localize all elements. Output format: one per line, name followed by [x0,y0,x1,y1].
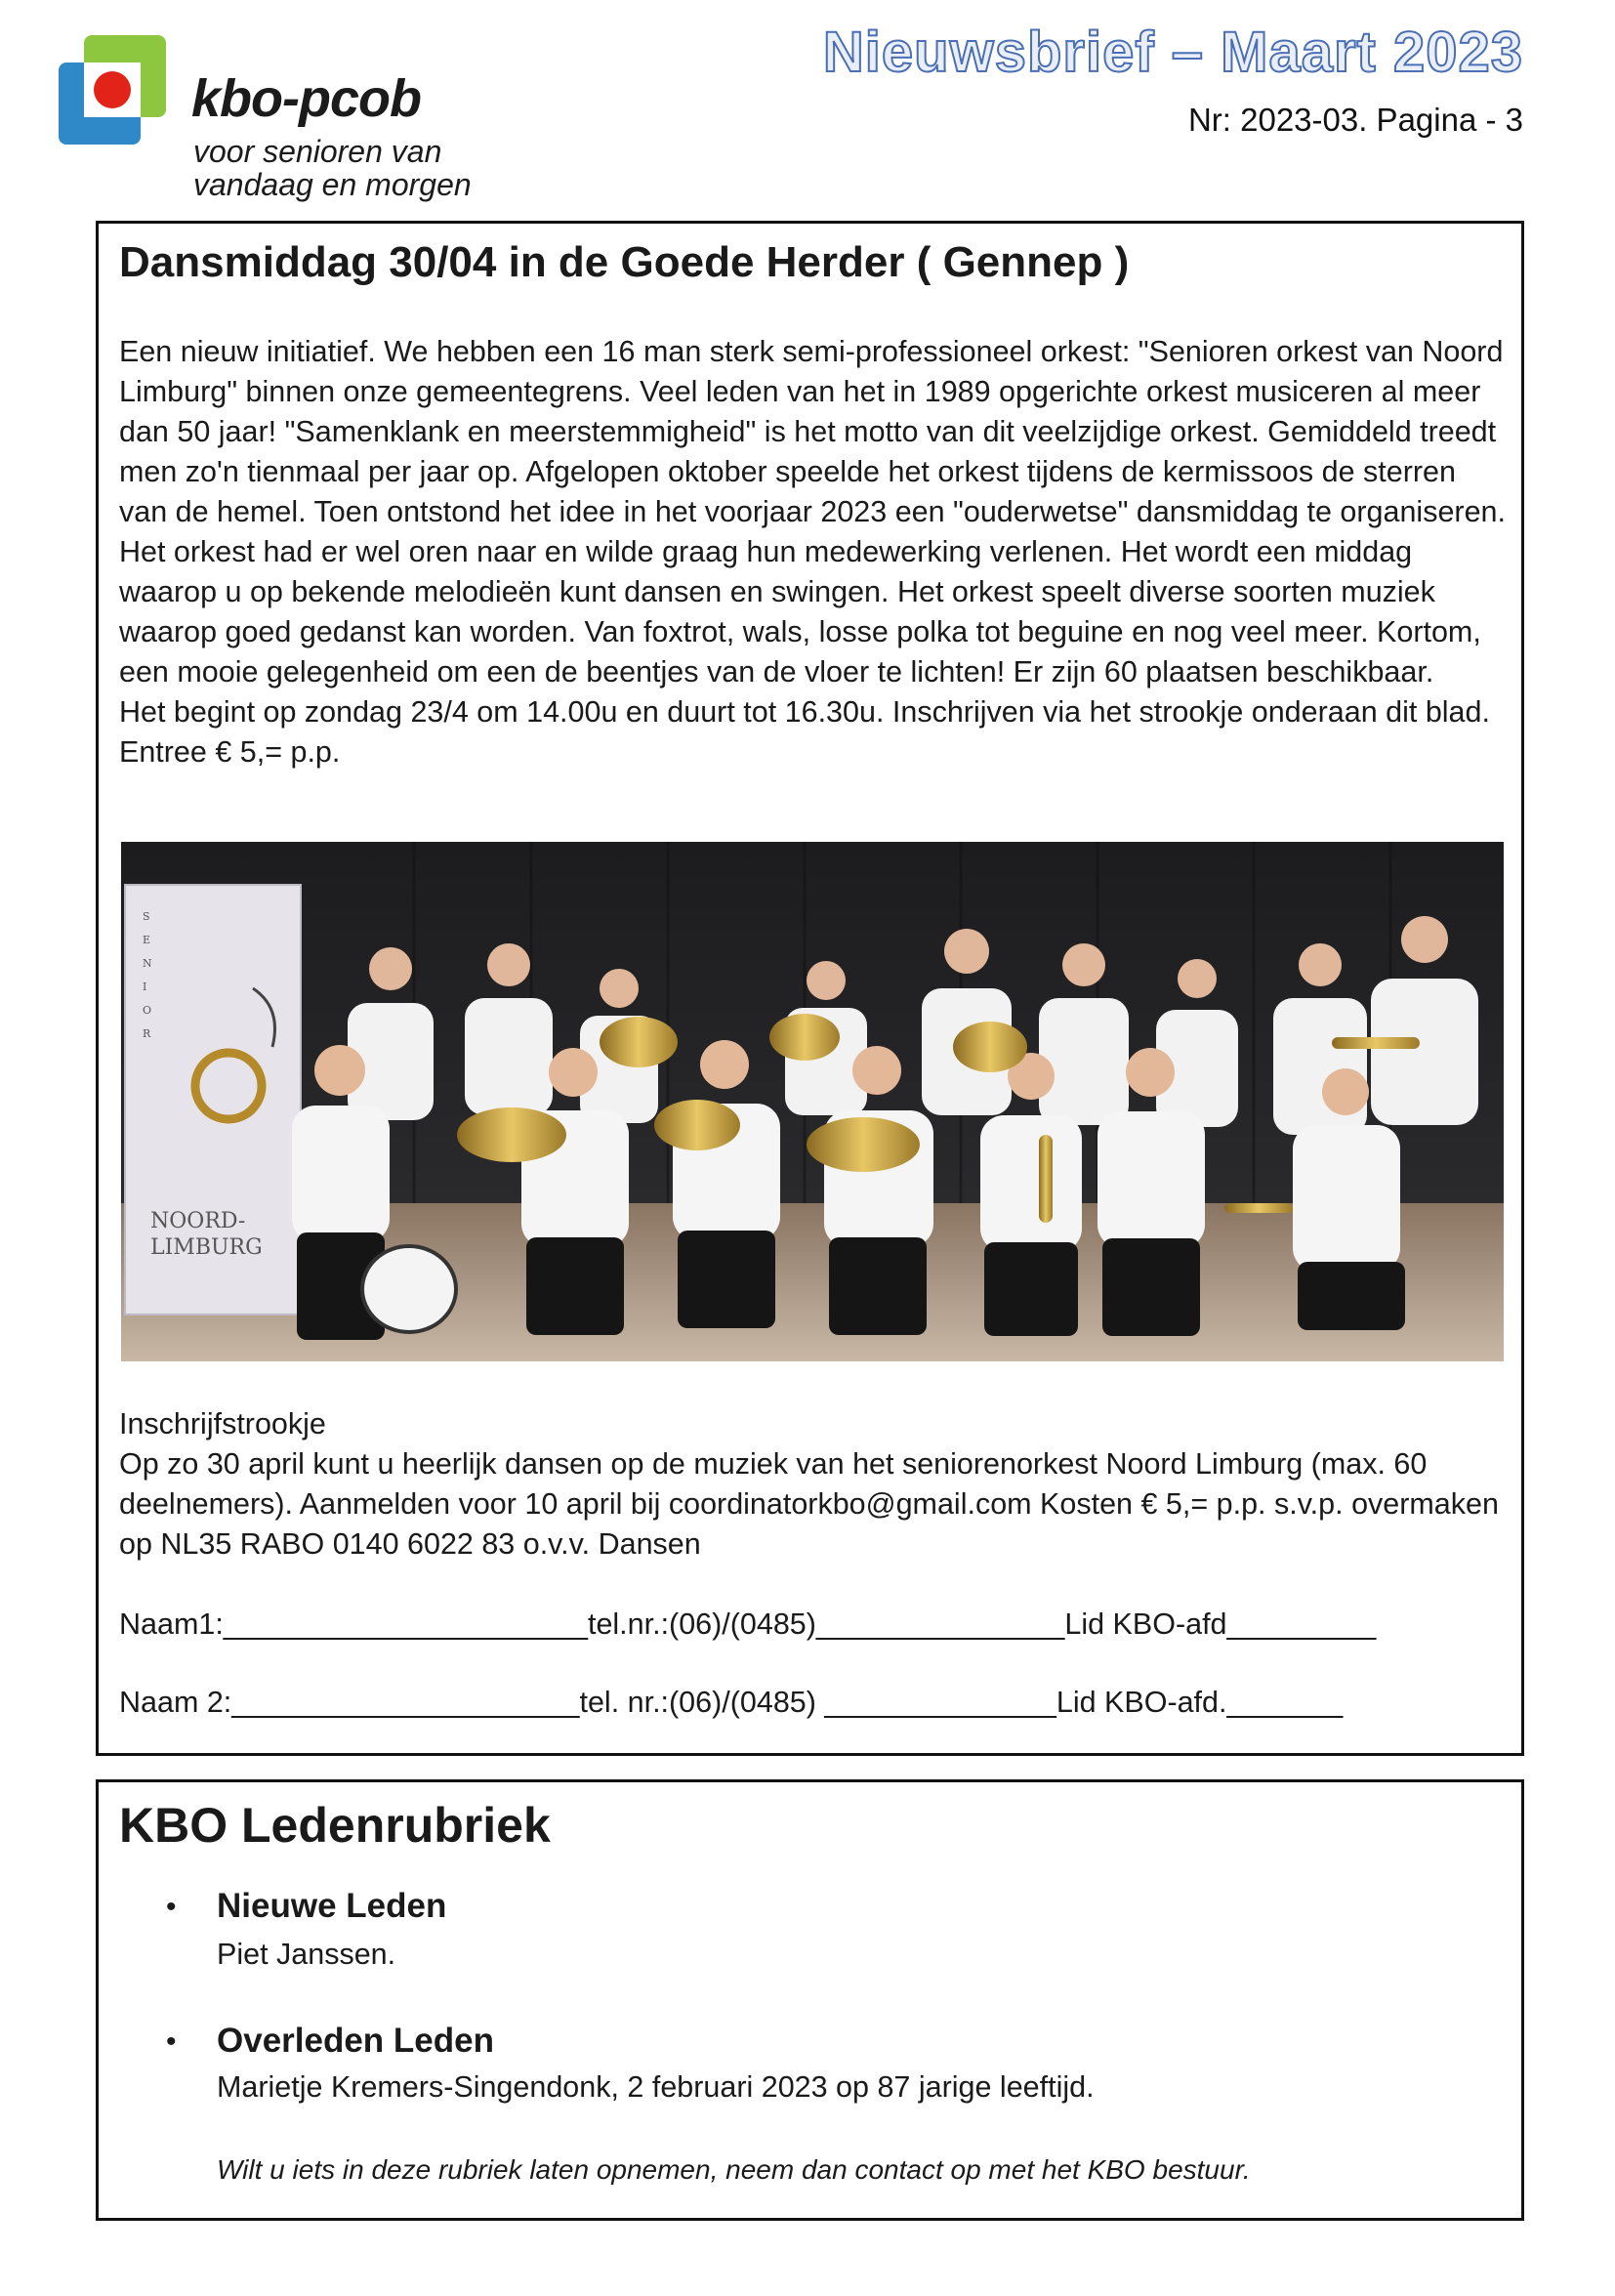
svg-text:R: R [143,1027,151,1040]
kbo-logo-icon [59,35,166,145]
issue-page-number: Nr: 2023-03. Pagina - 3 [1187,102,1523,138]
ledenrubriek-note: Wilt u iets in deze rubriek laten opnemen, neem dan contact op met het KBO bestuur. [217,2154,1251,2185]
logo-tagline [193,135,472,201]
new-members-text: Piet Janssen. [217,1938,396,1971]
registration-slip-text: Op zo 30 april kunt u heerlijk dansen op de muziek van het seniorenorkest Noord Limburg (max. 60 deelnemers). Aanmelden voor 10 april bij coordinatorkbo@gmail.com Kosten € 5,= p.p. s.v.p. overmaken op NL35 RABO 0140 6022 83 o.v.v. Dansen [119,1447,1499,1561]
deceased-members-text: Marietje Kremers-Singendonk, 2 februari 2023 op 87 jarige leeftijd. [217,2070,1095,2104]
ledenrubriek-title: KBO Ledenrubriek [119,1798,551,1853]
svg-text:I: I [143,981,147,993]
banner-text-2: LIMBURG [150,1235,263,1260]
dansmiddag-paragraph-1: Een nieuw initiatief. We hebben een 16 man sterk semi-professioneel orkest: "Senioren orkest van Noord Limburg" binnen onze gemeentegrens. Veel leden van het in 1989 opgerichte orkest musiceren al meer dan 50 jaar! "Samenklank en meerstemmigheid" is het motto van dit veelzijdige orkest. Gemiddeld treedt men zo'n tienmaal per jaar op. Afgelopen oktober speelde het orkest tijdens de kermissoos de sterren van de hemel. Toen ontstond het idee in het voorjaar 2023 een "ouderwetse" dansmiddag te organiseren. Het orkest had er wel oren naar en wilde graag hun medewerking verlenen. Het wordt een middag waarop u op bekende melodieën kunt dansen en swingen. Het orkest speelt diverse soorten muziek waarop goed gedanst kan worden. Van foxtrot, wals, losse polka tot beguine en nog veel meer. Kortom, een mooie gelegenheid om een de beentjes van de vloer te lichten! Er zijn 60 plaatsen beschikbaar. [119,335,1506,689]
registration-slip [119,1404,1506,1565]
logo-tagline-line-1: voor senioren van [193,134,442,169]
new-members-heading: Nieuwe Leden [217,1887,447,1925]
dansmiddag-title: Dansmiddag 30/04 in de Goede Herder ( Gennep ) [119,238,1130,286]
svg-text:E: E [143,934,151,946]
form-line-naam-1: Naam1:______________________tel.nr.:(06)/(0485)_______________Lid KBO-afd_________ [119,1607,1377,1641]
bullet-icon: • [166,2025,177,2058]
svg-text:S: S [143,910,150,923]
orchestra-photo [121,842,1504,1361]
newsletter-title: Nieuwsbrief – Maart 2023 [822,21,1523,84]
dansmiddag-body [119,332,1506,772]
svg-text:N: N [143,957,152,970]
logo-tagline-line-2: vandaag en morgen [193,167,472,202]
dansmiddag-paragraph-2: Het begint op zondag 23/4 om 14.00u en duurt tot 16.30u. Inschrijven via het strookje onderaan dit blad. Entree € 5,= p.p. [119,695,1490,769]
svg-text:O: O [143,1004,152,1017]
registration-slip-title: Inschrijfstrookje [119,1407,326,1440]
deceased-members-heading: Overleden Leden [217,2022,494,2060]
logo-name: kbo-pcob [191,69,421,128]
banner-text-1: NOORD- [150,1209,246,1233]
form-line-naam-2: Naam 2:_____________________tel. nr.:(06)/(0485) ______________Lid KBO-afd._______ [119,1686,1344,1719]
bullet-icon: • [166,1891,177,1923]
